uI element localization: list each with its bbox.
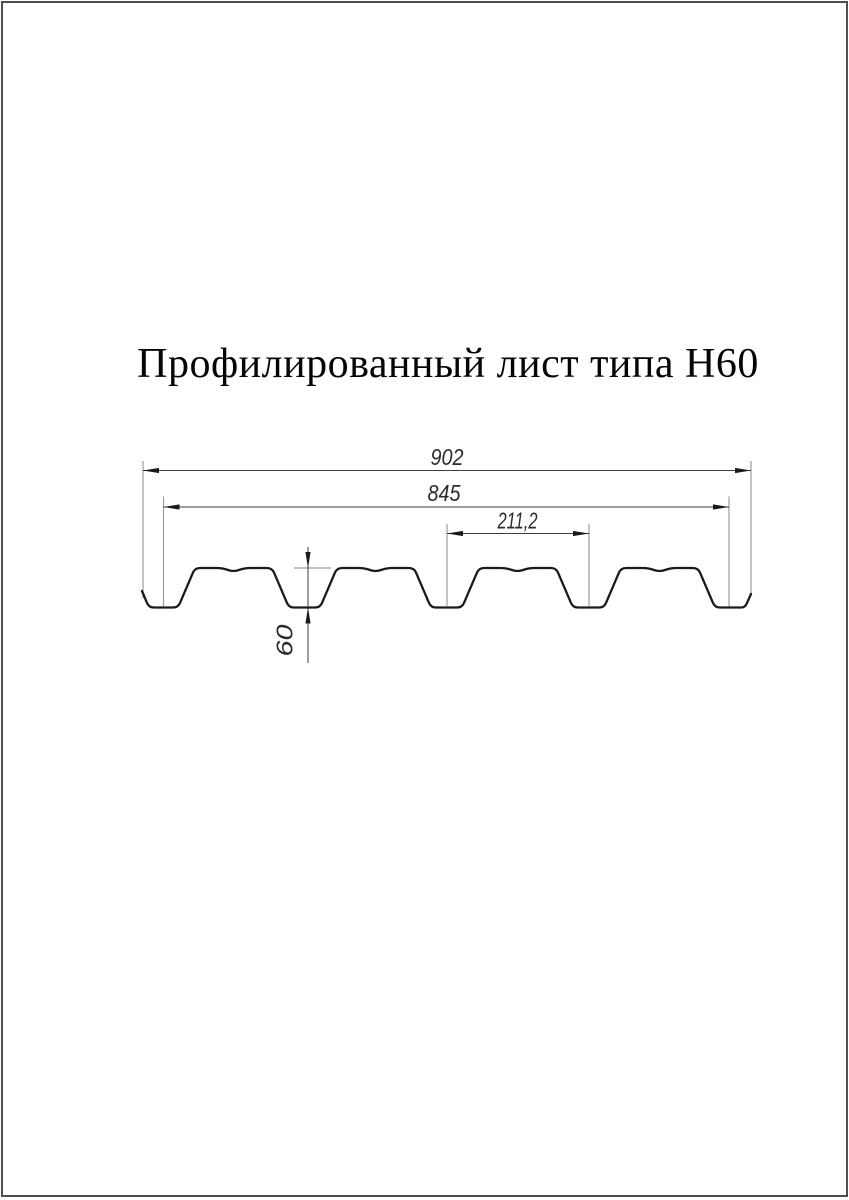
arrow-left-icon xyxy=(143,468,159,473)
arrow-right-icon xyxy=(735,468,751,473)
dim-value-working-width: 845 xyxy=(427,480,461,506)
dimension-profile-height xyxy=(272,547,311,663)
arrow-right-icon xyxy=(573,531,589,536)
arrow-left-icon xyxy=(447,531,463,536)
dimension-overall-width xyxy=(143,444,751,473)
arrow-down-icon xyxy=(305,552,310,568)
dim-value-rib-pitch: 211,2 xyxy=(496,507,538,534)
dimension-working-width xyxy=(164,480,730,510)
dimension-rib-pitch xyxy=(447,508,589,537)
arrow-right-icon xyxy=(713,504,729,509)
arrow-left-icon xyxy=(164,504,180,509)
dim-value-profile-height: 60 xyxy=(271,630,298,657)
dim-value-overall-width: 902 xyxy=(430,444,464,470)
drawing-title: Профилированный лист типа Н60 xyxy=(137,341,759,387)
arrow-up-icon xyxy=(305,608,310,624)
